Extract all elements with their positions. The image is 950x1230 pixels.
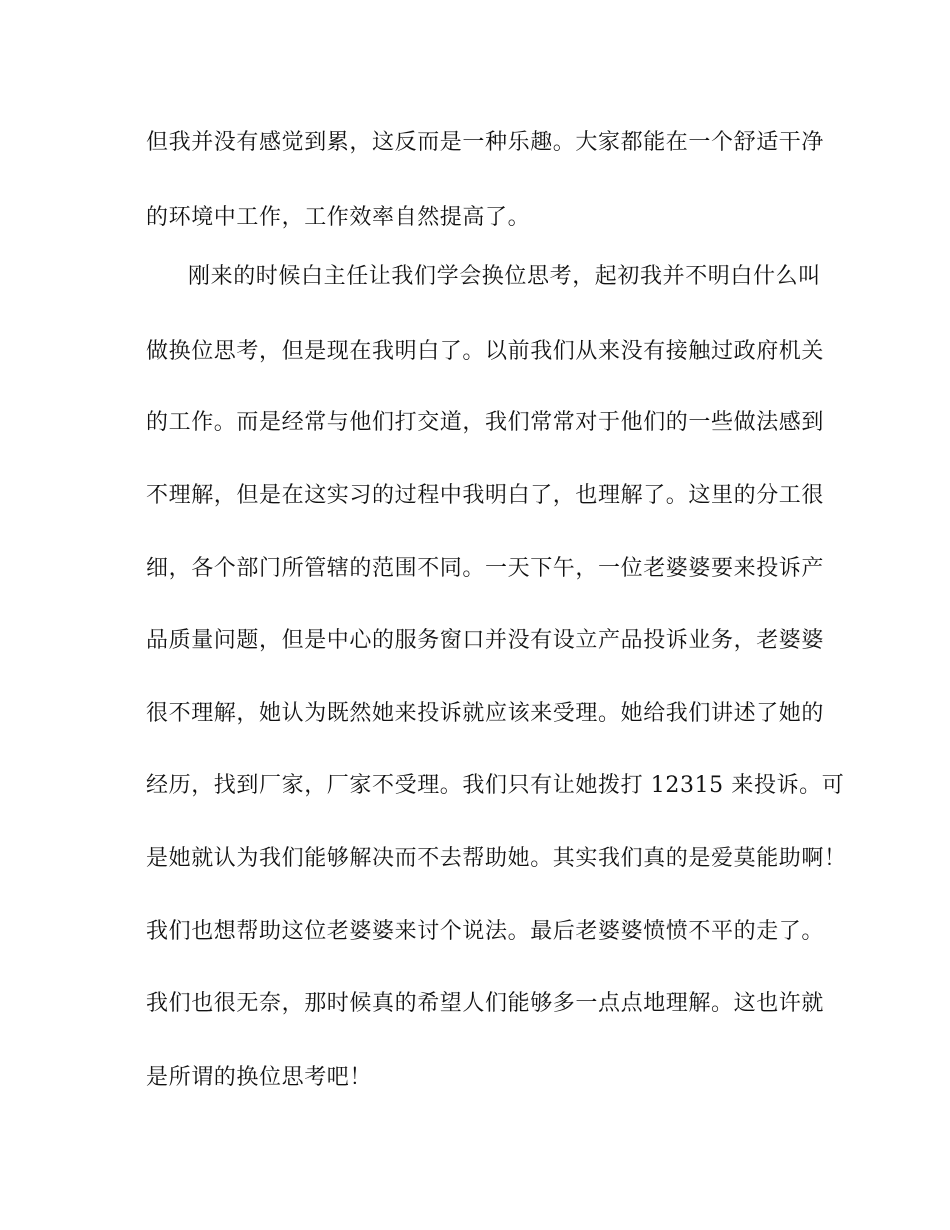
text-line: 我们也想帮助这位老婆婆来讨个说法。最后老婆婆愤愤不平的走了。: [146, 919, 825, 944]
text-line: 不理解，但是在这实习的过程中我明白了，也理解了。这里的分工很: [146, 483, 825, 508]
text-line: 很不理解，她认为既然她来投诉就应该来受理。她给我们讲述了她的: [146, 701, 825, 726]
text-line: 是所谓的换位思考吧！: [146, 1065, 373, 1090]
text-line: 做换位思考，但是现在我明白了。以前我们从来没有接触过政府机关: [146, 339, 825, 364]
text-line: 我们也很无奈，那时候真的希望人们能够多一点点地理解。这也许就: [146, 991, 825, 1016]
text-line: 品质量问题，但是中心的服务窗口并没有设立产品投诉业务，老婆婆: [146, 628, 825, 653]
text-line: 细，各个部门所管辖的范围不同。一天下午，一位老婆婆要来投诉产: [146, 556, 825, 581]
text-line: 经历，找到厂家，厂家不受理。我们只有让她拨打 12315 来投诉。可: [146, 773, 845, 798]
text-line: 的环境中工作，工作效率自然提高了。: [146, 205, 531, 230]
paragraph-first-line: 刚来的时候白主任让我们学会换位思考，起初我并不明白什么叫: [188, 264, 821, 289]
text-line: 但我并没有感觉到累，这反而是一种乐趣。大家都能在一个舒适干净: [146, 130, 825, 155]
text-line: 的工作。而是经常与他们打交道，我们常常对于他们的一些做法感到: [146, 410, 825, 435]
text-line: 是她就认为我们能够解决而不去帮助她。其实我们真的是爱莫能助啊！: [146, 846, 847, 871]
